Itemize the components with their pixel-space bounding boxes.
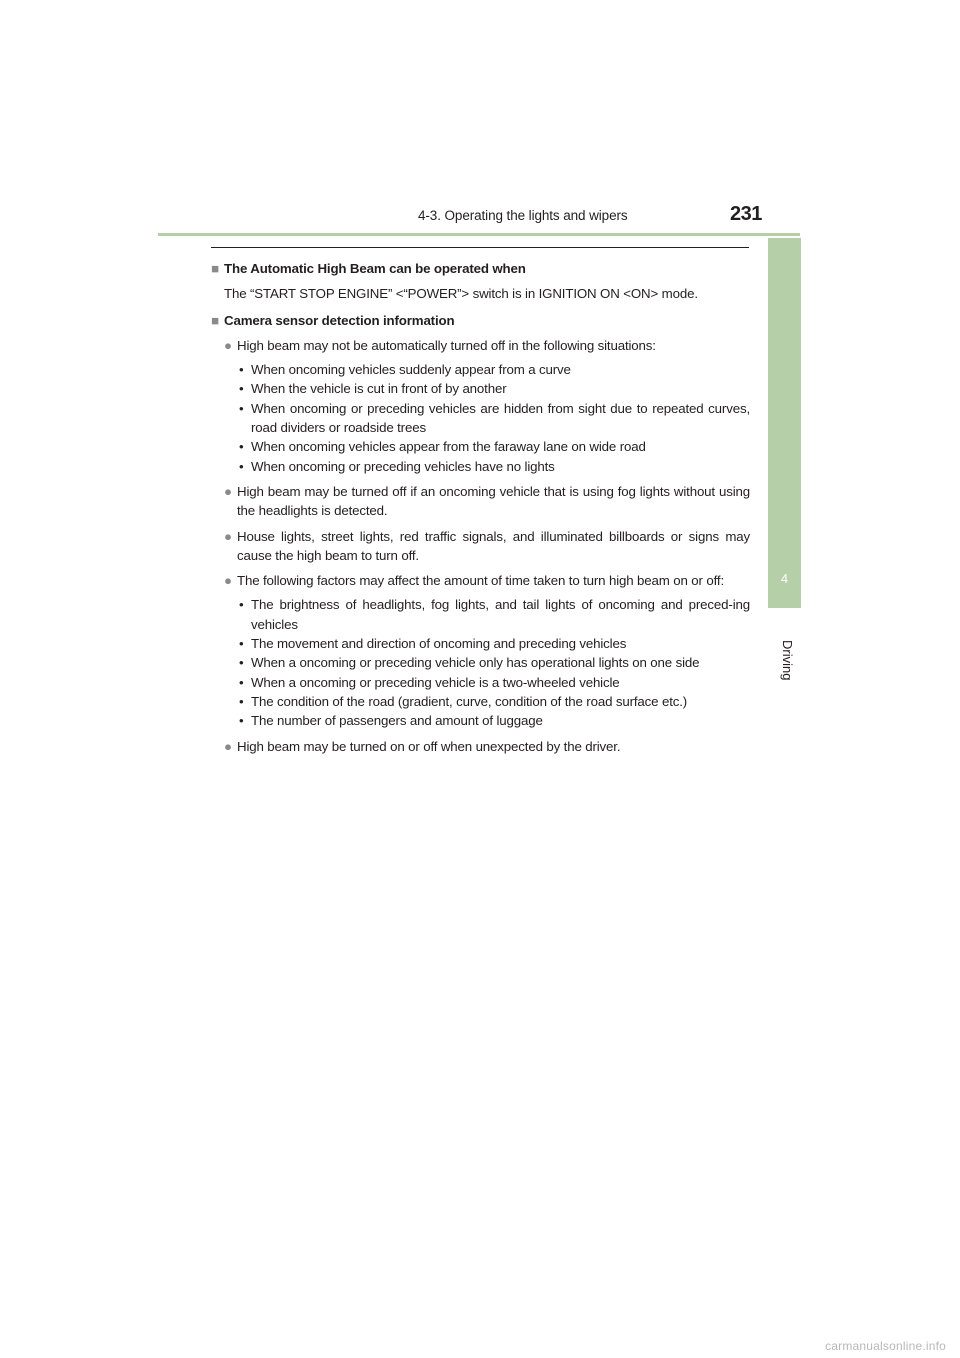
sub-list-item: • When oncoming vehicles suddenly appear from a curve	[239, 362, 571, 378]
section-operation-conditions	[211, 259, 750, 304]
sub-list	[239, 360, 750, 476]
content-top-rule	[211, 247, 749, 248]
section-paragraph: The “START STOP ENGINE” <“POWER”> switch is in IGNITION ON <ON> mode.	[224, 286, 698, 302]
sub-list	[239, 595, 750, 730]
bullet-item: ● High beam may be turned off if an oncoming vehicle that is using fog lights without using the headlights is detected.	[224, 482, 750, 521]
bullet-dot-icon: ●	[224, 738, 232, 754]
chapter-tab-label: Driving	[780, 640, 795, 681]
bullet-item: ● High beam may not be automatically turned off in the following situations:	[224, 336, 750, 355]
page-number: 231	[730, 203, 762, 225]
sub-list-item: • When a oncoming or preceding vehicle is a two-wheeled vehicle	[239, 674, 620, 690]
sub-list-item: • The number of passengers and amount of luggage	[239, 713, 543, 729]
sub-list-item: • The brightness of headlights, fog lights, and tail lights of oncoming and preced-ing vehicles	[239, 597, 750, 632]
sub-list-item: • When the vehicle is cut in front of by another	[239, 381, 507, 397]
bullet-dot-icon: ●	[224, 573, 232, 589]
sub-list-item: • When a oncoming or preceding vehicle only has operational lights on one side	[239, 655, 700, 671]
sub-list-item: • When oncoming vehicles appear from the faraway lane on wide road	[239, 439, 646, 455]
square-marker-icon: ■	[211, 312, 219, 328]
sub-list-item: • The condition of the road (gradient, curve, condition of the road surface etc.)	[239, 693, 688, 709]
running-header: 4-3. Operating the lights and wipers	[418, 208, 628, 223]
page-content	[211, 259, 750, 756]
bullet-dot-icon: ●	[224, 483, 232, 499]
chapter-tab	[768, 238, 801, 608]
footer-watermark: carmanualsonline.info	[825, 1339, 946, 1353]
section-camera-sensor	[211, 311, 750, 756]
bullet-dot-icon: ●	[224, 337, 232, 353]
bullet-item: ● House lights, street lights, red traffic signals, and illuminated billboards or signs may cause the high beam to turn off.	[224, 527, 750, 566]
section-heading: ■ The Automatic High Beam can be operated when	[211, 259, 750, 278]
header-rule	[158, 233, 800, 236]
bullet-dot-icon: ●	[224, 528, 232, 544]
square-marker-icon: ■	[211, 261, 219, 276]
section-heading: ■ Camera sensor detection information	[211, 311, 750, 330]
bullet-item: ● The following factors may affect the amount of time taken to turn high beam on or off:	[224, 571, 750, 590]
sub-list-item: • When oncoming or preceding vehicles are hidden from sight due to repeated curves, road dividers or roadside trees	[239, 400, 750, 436]
sub-list-item: • The movement and direction of oncoming and preceding vehicles	[239, 636, 627, 652]
chapter-tab-number: 4	[780, 571, 789, 586]
bullet-item: ● High beam may be turned on or off when unexpected by the driver.	[224, 737, 750, 756]
sub-list-item: • When oncoming or preceding vehicles have no lights	[239, 458, 555, 474]
